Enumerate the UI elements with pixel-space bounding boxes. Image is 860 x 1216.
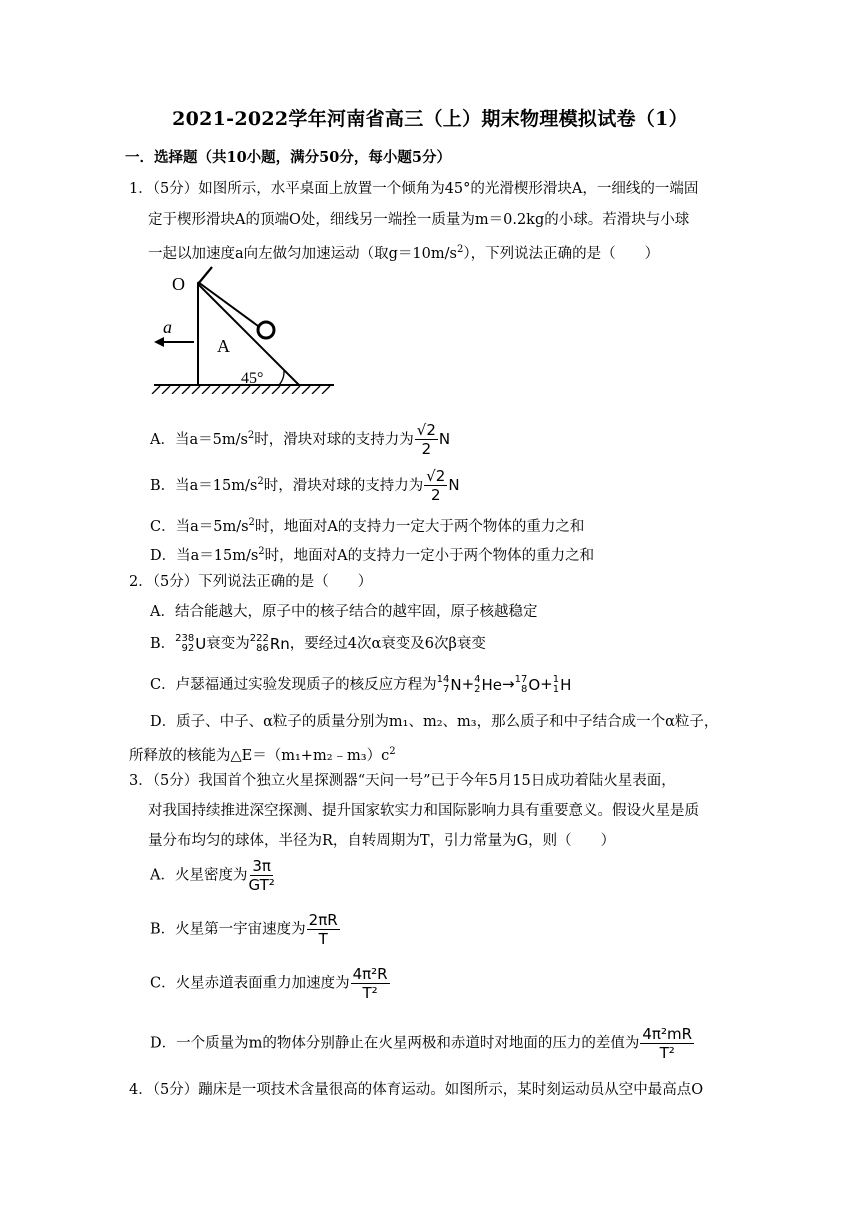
q2-option-d-line2: 所释放的核能为$\triangle E=(m_1+m_2﹣m_3)c^2$: [129, 746, 396, 764]
q3-stem-line1: 3．（5分）我国首个独立火星探测器“天问一号”已于今年5月15日成功着陆火星表面，: [129, 773, 676, 789]
label-a: a: [163, 317, 172, 337]
q3-option-c: C．火星赤道表面重力加速度为 $\frac{\text{4π²R}}{\text{T²}}$: [150, 965, 388, 1002]
q1-option-d: D．当$a=15m/s^2$时，地面对A的支持力一定小于两个物体的重力之和: [150, 546, 595, 564]
label-O: O: [172, 274, 185, 294]
q4-stem-line1: 4．（5分）蹦床是一项技术含量很高的体育运动。如图所示，某时刻运动员从空中最高点O: [129, 1082, 704, 1098]
q1-option-c: C．当$a=5m/s^2$时，地面对A的支持力一定大于两个物体的重力之和: [150, 517, 585, 535]
q1-option-b: B．当$a=15m/s^2$时，滑块对球的支持力为 $\frac{√2}{2}$ N: [150, 467, 460, 505]
q2-stem: 2．（5分）下列说法正确的是（ ）: [129, 574, 373, 590]
q2-option-d-line1: D．质子、中子、α粒子的质量分别为m₁、m₂、m₃，那么质子和中子结合成一个α粒子，: [150, 714, 719, 730]
q1-stem-line1: 1．（5分）如图所示，水平桌面上放置一个倾角为45°的光滑楔形滑块A，一细线的一端固: [129, 181, 699, 197]
q2-option-a: A．结合能越大，原子中的核子结合的越牢固，原子核越稳定: [150, 604, 538, 620]
q3-option-d: D．一个质量为m的物体分别静止在火星两极和赤道时对地面的压力的差值为 $\frac{\text{4π²mR}}{\text{T²}}$: [150, 1025, 692, 1062]
wedge-figure: [148, 262, 340, 394]
q1-stem-line2: 定于楔形滑块A的顶端O处，细线另一端拴一质量为m＝0.2kg的小球。若滑块与小球: [148, 212, 690, 228]
q3-option-b: B．火星第一宇宙速度为 $\frac{2\pi R}{T}$: [150, 911, 338, 948]
q2-option-b: B． 238 92 U 衰变为 222 86 Rn ，要经过4次α衰变及6次β衰变: [150, 633, 486, 654]
label-angle: 45°: [241, 370, 264, 387]
q3-stem-line3: 量分布均匀的球体，半径为R，自转周期为T，引力常量为G，则（ ）: [148, 833, 616, 849]
label-A: A: [217, 336, 230, 356]
q1-stem-line3: 一起以加速度a向左做匀加速运动（取$g=10m/s^2$），下列说法正确的是（ ）: [148, 244, 660, 262]
q3-stem-line2: 对我国持续推进深空探测、提升国家软实力和国际影响力具有重要意义。假设火星是质: [148, 803, 699, 819]
q1-option-a: A．当$a=5m/s^2$时，滑块对球的支持力为 $\frac{√2}{2}$ N: [150, 421, 451, 459]
q2-option-c: C．卢瑟福通过实验发现质子的核反应方程为 14 7 N + 4 2 He → 17 8 O + 1 1 H: [150, 674, 572, 695]
q3-option-a: A．火星密度为 $\frac{3\pi}{\text{GT²}}$: [150, 857, 275, 894]
section-heading: 一．选择题（共10小题，满分50分，每小题5分）: [125, 149, 451, 166]
page-title: 2021-2022学年河南省高三（上）期末物理模拟试卷（1）: [172, 108, 688, 130]
